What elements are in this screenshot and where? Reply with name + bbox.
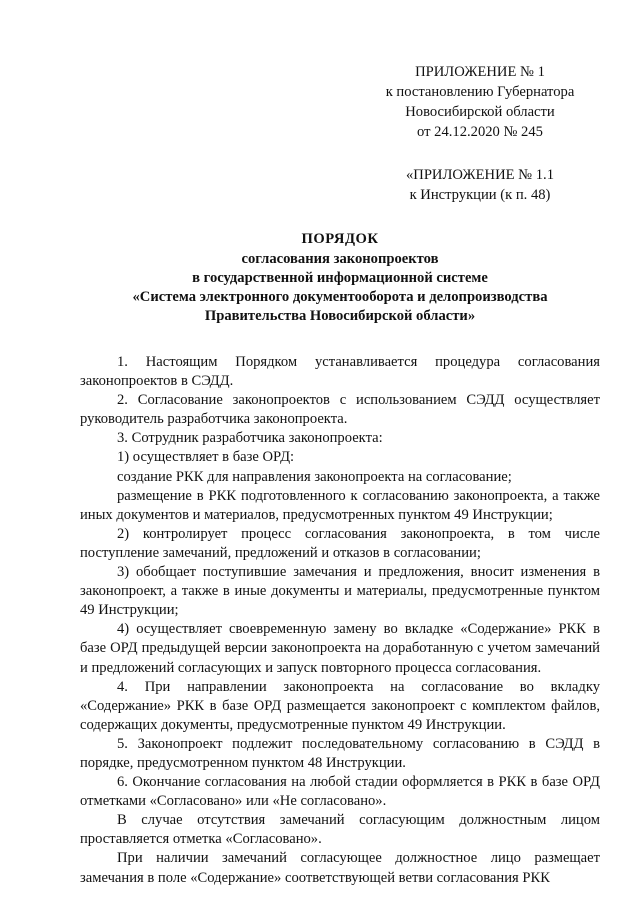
paragraph: 4. При направлении законопроекта на согласование во вкладку «Содержание» РКК в базе ОРД размещается законопроект с комплектом файлов, содержащих документы, предусмотренные пунктом 49 Инструкции.: [80, 678, 600, 733]
title-line: в государственной информационной системе: [192, 270, 488, 286]
paragraph: 2) контролирует процесс согласования законопроекта, в том числе поступление замечаний, предложений и отказов в согласовании;: [80, 525, 600, 561]
appendix-header-resolution: [360, 62, 600, 142]
appendix-title: «ПРИЛОЖЕНИЕ № 1.1: [405, 167, 554, 183]
title-line: согласования законопроектов: [241, 251, 439, 267]
appendix-region: Новосибирской области: [405, 104, 555, 120]
paragraph: создание РКК для направления законопроекта на согласование;: [117, 468, 512, 485]
document-body: [80, 353, 600, 888]
appendix-reference: к Инструкции (к п. 48): [409, 187, 551, 203]
paragraph: 3. Сотрудник разработчика законопроекта:: [117, 430, 383, 447]
paragraph: 3) обобщает поступившие замечания и предложения, вносит изменения в законопроект, а также в иные документы и материалы, предусмотренные пунктом 49 Инструкции;: [80, 564, 600, 619]
paragraph: 5. Законопроект подлежит последовательному согласованию в СЭДД в порядке, предусмотренном пунктом 48 Инструкции.: [80, 735, 600, 771]
appendix-reference: к постановлению Губернатора: [385, 84, 575, 100]
appendix-date-number: от 24.12.2020 № 245: [417, 124, 543, 140]
paragraph: 2. Согласование законопроектов с использованием СЭДД осуществляет руководитель разработчика законопроекта.: [80, 392, 600, 428]
title-line: «Система электронного документооборота и делопроизводства: [132, 289, 548, 305]
paragraph: 4) осуществляет своевременную замену во вкладке «Содержание» РКК в базе ОРД предыдущей версии законопроекта на доработанную с учетом замечаний и предложений согласующих и запуск повторного процесса согласования.: [80, 621, 600, 676]
appendix-header-instruction: [360, 165, 600, 205]
paragraph: размещение в РКК подготовленного к согласованию законопроекта, а также иных документов и материалов, предусмотренных пунктом 49 Инструкции;: [80, 487, 600, 523]
paragraph: 6. Окончание согласования на любой стадии оформляется в РКК в базе ОРД отметками «Согласовано» или «Не согласовано».: [80, 774, 600, 810]
paragraph: 1) осуществляет в базе ОРД:: [117, 449, 295, 466]
paragraph: В случае отсутствия замечаний согласующим должностным лицом проставляется отметка «Согласовано».: [80, 812, 600, 848]
paragraph: 1. Настоящим Порядком устанавливается процедура согласования законопроектов в СЭДД.: [80, 354, 600, 390]
title-main: ПОРЯДОК: [301, 231, 379, 247]
appendix-title: ПРИЛОЖЕНИЕ № 1: [415, 64, 545, 80]
document-title: [80, 230, 600, 326]
title-line: Правительства Новосибирской области»: [204, 308, 476, 324]
paragraph: При наличии замечаний согласующее должностное лицо размещает замечания в поле «Содержание» соответствующей ветви согласования РКК: [80, 850, 600, 886]
